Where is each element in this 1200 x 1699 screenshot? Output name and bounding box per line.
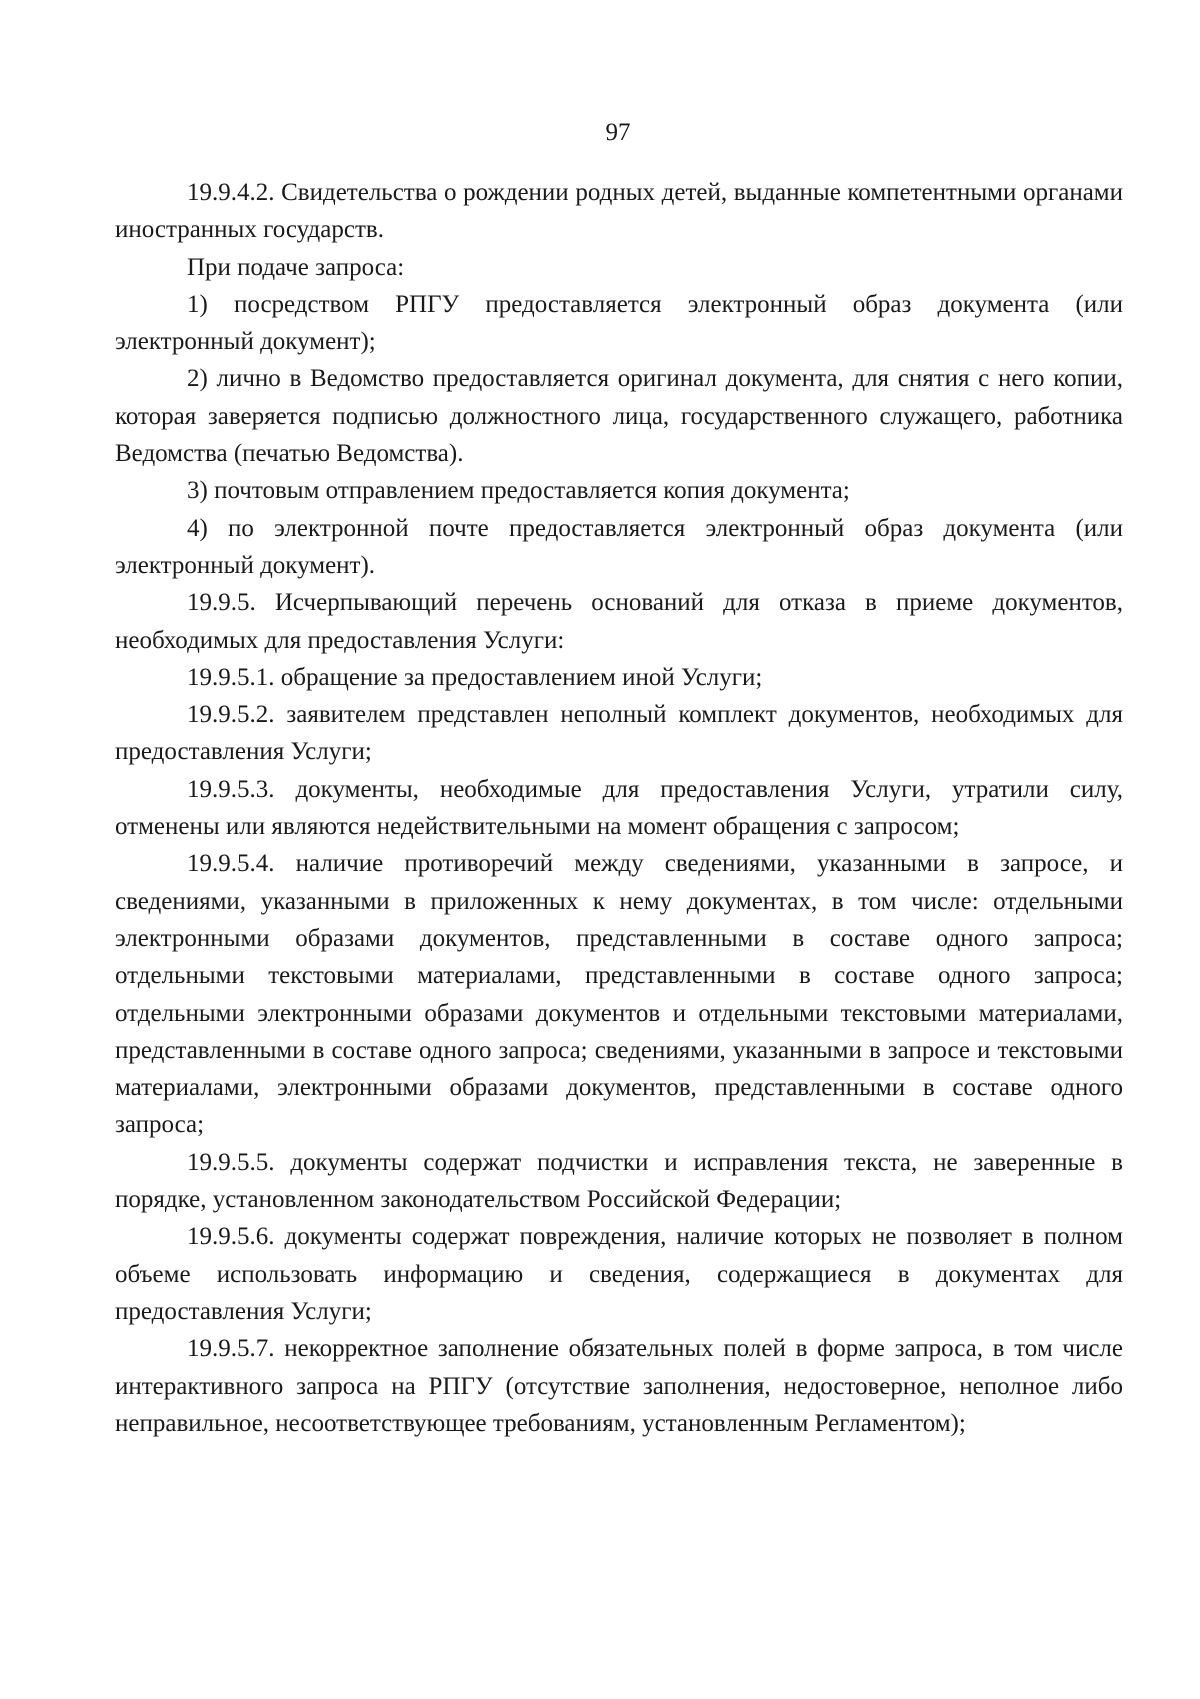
paragraph-19-9-5-2: 19.9.5.2. заявителем представлен неполный комплект документов, необходимых для предоставления Услуги; xyxy=(115,701,1123,766)
paragraph-19-9-5-4: 19.9.5.4. наличие противоречий между сведениями, указанными в запросе, и сведениями, указанными в приложенных к нему документах, в том числе: отдельными электронными образами документов, представленными в составе одного запроса; отдельными текстовыми материалами, представленными в составе одного запроса; отдельными электронными образами документов и отдельными текстовыми материалами, представленными в составе одного запроса; сведениями, указанными в запросе и текстовыми материалами, электронными образами документов, представленными в составе одного запроса; xyxy=(115,850,1123,1139)
paragraph-item-3: 3) почтовым отправлением предоставляется копия документа; xyxy=(187,477,850,505)
paragraph-19-9-4-2: 19.9.4.2. Свидетельства о рождении родных детей, выданные компетентными органами иностранных государств. xyxy=(115,179,1123,244)
paragraph-19-9-5-1: 19.9.5.1. обращение за предоставлением иной Услуги; xyxy=(187,663,763,691)
paragraph-item-2: 2) лично в Ведомство предоставляется оригинал документа, для снятия с него копии, которая заверяется подписью должностного лица, государственного служащего, работника Ведомства (печатью Ведомства). xyxy=(115,365,1123,468)
paragraph-19-9-5: 19.9.5. Исчерпывающий перечень оснований для отказа в приеме документов, необходимых для предоставления Услуги: xyxy=(115,589,1123,654)
paragraph-item-1: 1) посредством РПГУ предоставляется электронный образ документа (или электронный документ); xyxy=(115,290,1123,356)
document-body xyxy=(115,174,1123,1442)
paragraph-19-9-5-5: 19.9.5.5. документы содержат подчистки и исправления текста, не заверенные в порядке, установленном законодательством Российской Федерации; xyxy=(115,1148,1123,1214)
page-number: 97 xyxy=(605,119,631,146)
paragraph-item-4: 4) по электронной почте предоставляется электронный образ документа (или электронный документ). xyxy=(115,514,1123,579)
paragraph-19-9-5-6: 19.9.5.6. документы содержат повреждения, наличие которых не позволяет в полном объеме использовать информацию и сведения, содержащиеся в документах для предоставления Услуги; xyxy=(115,1223,1123,1325)
paragraph-submission-intro: При подаче запроса: xyxy=(187,253,405,281)
paragraph-19-9-5-3: 19.9.5.3. документы, необходимые для предоставления Услуги, утратили силу, отменены или являются недействительными на момент обращения с запросом; xyxy=(115,775,1123,841)
paragraph-19-9-5-7: 19.9.5.7. некорректное заполнение обязательных полей в форме запроса, в том числе интерактивного запроса на РПГУ (отсутствие заполнения, недостоверное, неполное либо неправильное, несоответствующее требованиям, установленным Регламентом); xyxy=(115,1335,1123,1437)
